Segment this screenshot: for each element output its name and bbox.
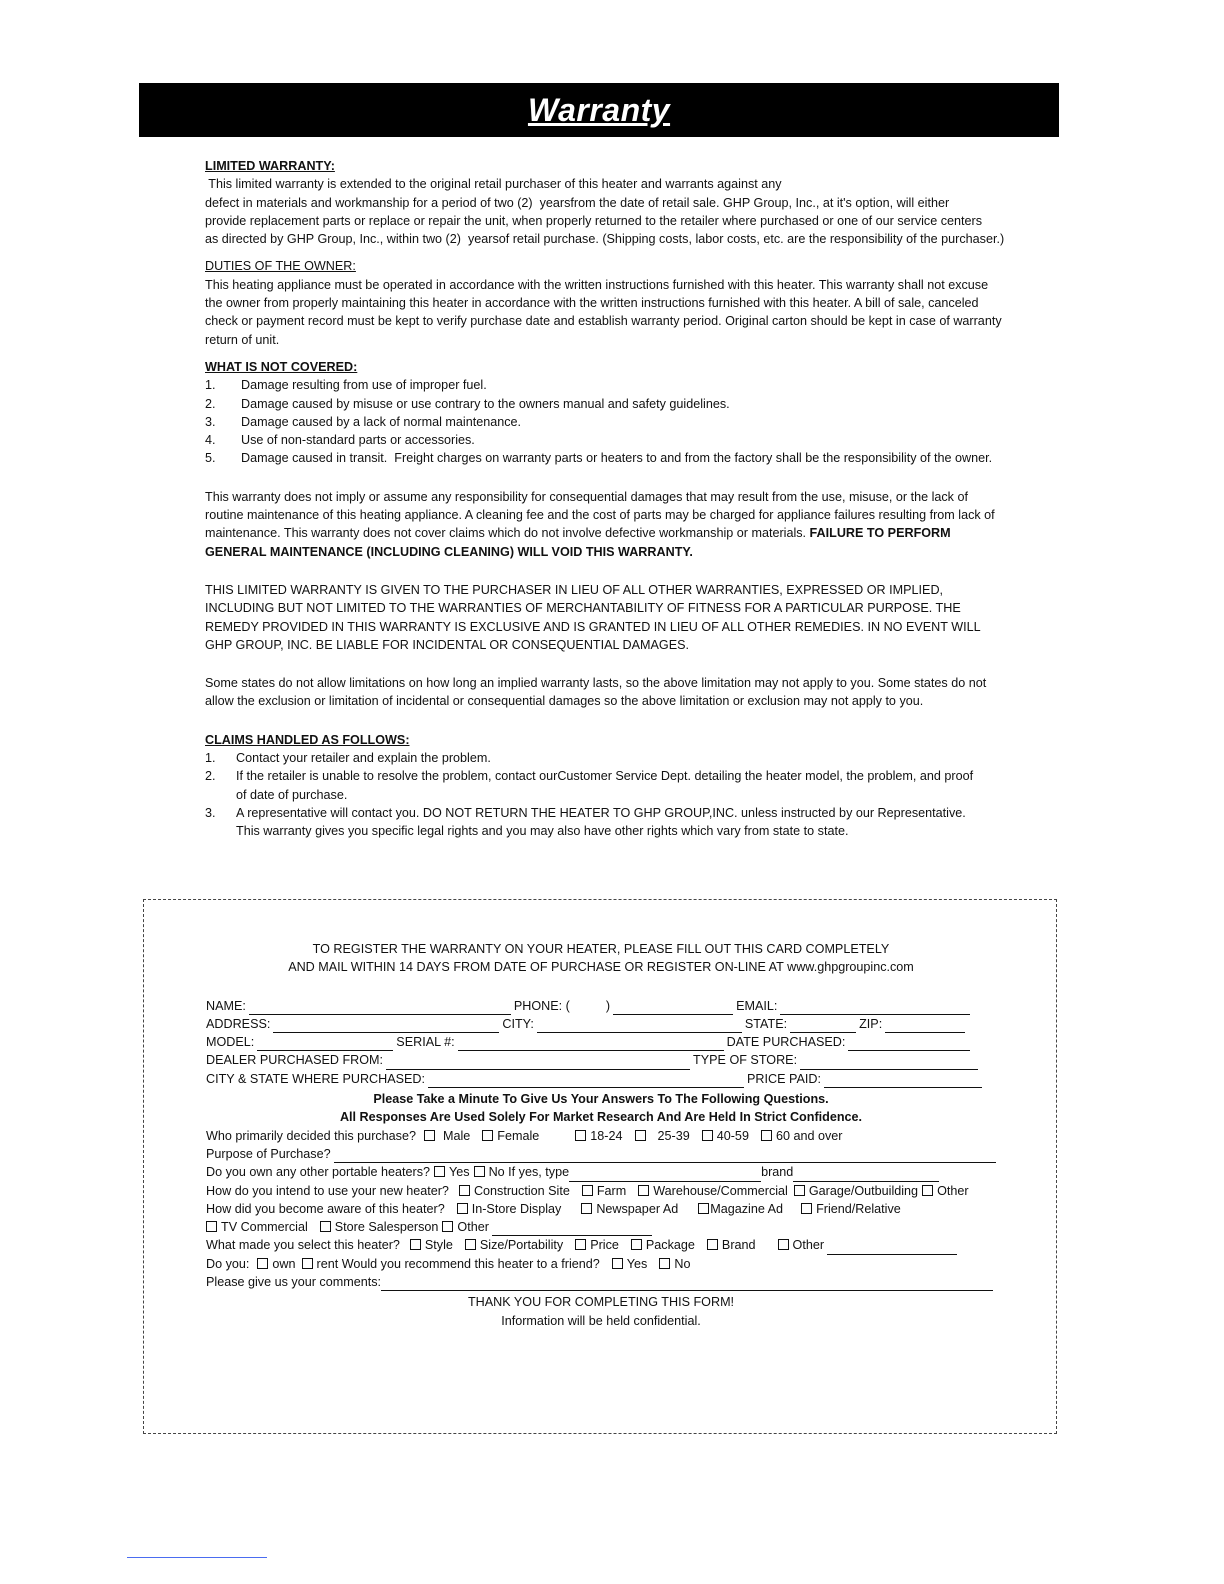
- option-magazine[interactable]: Magazine Ad: [698, 1200, 783, 1218]
- not-covered-list: [205, 376, 1005, 467]
- other-field[interactable]: [492, 1222, 652, 1236]
- brand-field[interactable]: [793, 1168, 939, 1182]
- limited-heading: LIMITED WARRANTY:: [205, 159, 335, 173]
- select-other-field[interactable]: [827, 1241, 957, 1255]
- checkbox[interactable]: [474, 1166, 485, 1177]
- survey-row: How do you intend to use your new heater? Construction Site Farm Warehouse/Commercial Garage/Outbuilding Other: [206, 1182, 996, 1200]
- option-no2[interactable]: No: [659, 1255, 690, 1273]
- list-item: 2. If the retailer is unable to resolve the problem, contact ourCustomer Service Dept. detailing the heater model, the problem, and proof of date of purchase.: [205, 769, 974, 802]
- state-field[interactable]: [790, 1019, 856, 1033]
- option-yes[interactable]: Yes: [434, 1163, 470, 1181]
- serial-field[interactable]: [458, 1037, 724, 1051]
- registration-card: [143, 899, 1057, 1434]
- limited-line: as directed by GHP Group, Inc., within two (2) yearsof retail purchase. (Shipping costs, labor costs, etc. are the responsibility of the purchaser.): [205, 232, 1005, 247]
- option-size[interactable]: Size/Portability: [465, 1236, 563, 1254]
- phone-field[interactable]: [613, 1001, 733, 1015]
- checkbox[interactable]: [442, 1221, 453, 1232]
- checkbox[interactable]: [638, 1185, 649, 1196]
- warranty-text: [205, 157, 1005, 841]
- checkbox[interactable]: [320, 1221, 331, 1232]
- option-style[interactable]: Style: [410, 1236, 453, 1254]
- not-covered-heading: WHAT IS NOT COVERED:: [205, 359, 358, 374]
- checkbox[interactable]: [612, 1258, 623, 1269]
- option-farm[interactable]: Farm: [582, 1182, 626, 1200]
- address-field[interactable]: [273, 1019, 499, 1033]
- consequential-line: maintenance. This warranty does not cover claims which do not involve defective workmanship or materials. FAILURE TO PERFORM: [205, 526, 951, 541]
- checkbox[interactable]: [459, 1185, 470, 1196]
- option-warehouse[interactable]: Warehouse/Commercial: [638, 1182, 788, 1200]
- checkbox[interactable]: [575, 1130, 586, 1141]
- duties-line: return of unit.: [205, 332, 280, 347]
- price-field[interactable]: [824, 1074, 982, 1088]
- survey-row: What made you select this heater? Style Size/Portability Price Package Brand Other: [206, 1236, 996, 1254]
- option-instore[interactable]: In-Store Display: [457, 1200, 562, 1218]
- survey-row: [206, 1218, 996, 1236]
- form-row: NAME: PHONE: ( ) EMAIL:: [206, 997, 996, 1015]
- checkbox[interactable]: [434, 1166, 445, 1177]
- checkbox[interactable]: [698, 1203, 709, 1214]
- consequential-line: routine maintenance of this heating appliance. A cleaning fee and the cost of parts may be charged for appliance failures resulting from lack of: [205, 508, 995, 523]
- footer-rule: [127, 1557, 267, 1558]
- duties-line: check or payment record must be kept to verify purchase date and establish warranty period. Original carton should be kept in case of warranty: [205, 314, 1002, 329]
- list-item: 4. Use of non-standard parts or accessories.: [205, 433, 475, 448]
- checkbox[interactable]: [702, 1130, 713, 1141]
- checkbox[interactable]: [575, 1239, 586, 1250]
- option-other3[interactable]: Other: [778, 1236, 825, 1254]
- survey-row: Please give us your comments:: [206, 1273, 996, 1291]
- page-title: Warranty: [527, 91, 671, 128]
- survey-row: Do you: own rent Would you recommend this heater to a friend? Yes No: [206, 1255, 996, 1273]
- survey-row: Who primarily decided this purchase? Male Female 18-24 25-39 40-59 60 and over: [206, 1127, 996, 1145]
- option-25-39[interactable]: 25-39: [635, 1127, 690, 1145]
- checkbox[interactable]: [410, 1239, 421, 1250]
- option-60-over[interactable]: 60 and over: [761, 1127, 843, 1145]
- form-row: ADDRESS: CITY: STATE: ZIP:: [206, 1015, 996, 1033]
- option-package[interactable]: Package: [631, 1236, 695, 1254]
- card-intro: AND MAIL WITHIN 14 DAYS FROM DATE OF PURCHASE OR REGISTER ON-LINE AT www.ghpgroupinc.com: [288, 960, 914, 975]
- survey-row: Purpose of Purchase?: [206, 1145, 996, 1163]
- list-item: 1. Contact your retailer and explain the problem.: [205, 751, 491, 766]
- email-field[interactable]: [780, 1001, 970, 1015]
- option-salesperson[interactable]: Store Salesperson: [320, 1218, 439, 1236]
- checkbox[interactable]: [582, 1185, 593, 1196]
- list-item: 1. Damage resulting from use of improper fuel.: [205, 378, 487, 393]
- option-garage[interactable]: Garage/Outbuilding: [794, 1182, 918, 1200]
- dealer-field[interactable]: [386, 1056, 690, 1070]
- card-intro: TO REGISTER THE WARRANTY ON YOUR HEATER, PLEASE FILL OUT THIS CARD COMPLETELY: [312, 942, 890, 956]
- option-friend[interactable]: Friend/Relative: [801, 1200, 901, 1218]
- city-state-field[interactable]: [428, 1074, 744, 1088]
- form-row: CITY & STATE WHERE PURCHASED: PRICE PAID:: [206, 1070, 996, 1088]
- checkbox[interactable]: [482, 1130, 493, 1141]
- caps-line: INCLUDING BUT NOT LIMITED TO THE WARRANTIES OF MERCHANTABILITY OF FITNESS FOR A PARTICULAR PURPOSE. THE: [205, 601, 961, 616]
- zip-field[interactable]: [885, 1019, 965, 1033]
- date-field[interactable]: [848, 1037, 970, 1051]
- option-newspaper[interactable]: Newspaper Ad: [581, 1200, 678, 1218]
- name-field[interactable]: [249, 1001, 511, 1015]
- limited-line: provide replacement parts or replace or repair the unit, when properly returned to the retailer where purchased or one of our service centers: [205, 213, 983, 228]
- option-tv[interactable]: TV Commercial: [206, 1218, 308, 1236]
- checkbox[interactable]: [257, 1258, 268, 1269]
- type-field[interactable]: [569, 1168, 761, 1182]
- city-field[interactable]: [537, 1019, 742, 1033]
- list-item: 3. Damage caused by a lack of normal maintenance.: [205, 414, 522, 429]
- caps-line: GHP GROUP, INC. BE LIABLE FOR INCIDENTAL OR CONSEQUENTIAL DAMAGES.: [205, 637, 690, 652]
- title-banner: [139, 83, 1059, 137]
- claims-heading: CLAIMS HANDLED AS FOLLOWS:: [205, 732, 410, 747]
- option-female[interactable]: Female: [482, 1127, 539, 1145]
- checkbox[interactable]: [631, 1239, 642, 1250]
- checkbox[interactable]: [457, 1203, 468, 1214]
- option-brand[interactable]: Brand: [707, 1236, 756, 1254]
- list-item: 3. A representative will contact you. DO NOT RETURN THE HEATER TO GHP GROUP,INC. unless instructed by our Representative. This warranty gives you specific legal rights and you may also have other rights which vary from state to state.: [205, 805, 966, 839]
- checkbox[interactable]: [424, 1130, 435, 1141]
- checkbox[interactable]: [302, 1258, 313, 1269]
- option-40-59[interactable]: 40-59: [702, 1127, 749, 1145]
- option-own[interactable]: own: [257, 1255, 295, 1273]
- claims-list: [205, 749, 1005, 840]
- list-item: 2. Damage caused by misuse or use contrary to the owners manual and safety guidelines.: [205, 396, 730, 411]
- option-construction[interactable]: Construction Site: [459, 1182, 570, 1200]
- caps-line: THIS LIMITED WARRANTY IS GIVEN TO THE PURCHASER IN LIEU OF ALL OTHER WARRANTIES, EXPRESSED OR IMPLIED,: [205, 582, 944, 597]
- form-row: MODEL: SERIAL #: DATE PURCHASED:: [206, 1033, 996, 1051]
- option-yes2[interactable]: Yes: [612, 1255, 648, 1273]
- option-price[interactable]: Price: [575, 1236, 619, 1254]
- survey-row: How did you become aware of this heater? In-Store Display Newspaper Ad Magazine Ad Friend/Relative: [206, 1200, 996, 1218]
- thanks-text: THANK YOU FOR COMPLETING THIS FORM!: [467, 1295, 735, 1310]
- checkbox[interactable]: [707, 1239, 718, 1250]
- checkbox[interactable]: [922, 1185, 933, 1196]
- option-other[interactable]: Other: [922, 1182, 969, 1200]
- confidential-text: Information will be held confidential.: [501, 1313, 701, 1328]
- option-male[interactable]: Male: [424, 1127, 470, 1145]
- checkbox[interactable]: [801, 1203, 812, 1214]
- option-18-24[interactable]: 18-24: [575, 1127, 622, 1145]
- checkbox[interactable]: [659, 1258, 670, 1269]
- purpose-field[interactable]: [334, 1149, 996, 1163]
- states-line: allow the exclusion or limitation of incidental or consequential damages so the above limitation or exclusion may not apply to you.: [205, 694, 924, 709]
- survey-row: Do you own any other portable heaters? Yes No If yes, type brand: [206, 1163, 996, 1181]
- limited-line: This limited warranty is extended to the original retail purchaser of this heater and warrants against any: [205, 177, 782, 192]
- option-rent[interactable]: rent Would you recommend this heater to a friend?: [302, 1255, 600, 1273]
- model-field[interactable]: [257, 1037, 393, 1051]
- duties-heading: DUTIES OF THE OWNER:: [205, 259, 356, 274]
- consequential-bold: GENERAL MAINTENANCE (INCLUDING CLEANING) WILL VOID THIS WARRANTY.: [205, 544, 693, 559]
- checkbox[interactable]: [778, 1239, 789, 1250]
- comments-field[interactable]: [381, 1277, 993, 1291]
- checkbox[interactable]: [206, 1221, 217, 1232]
- store-type-field[interactable]: [800, 1056, 978, 1070]
- checkbox[interactable]: [581, 1203, 592, 1214]
- option-other2[interactable]: Other: [442, 1218, 489, 1236]
- caps-line: REMEDY PROVIDED IN THIS WARRANTY IS EXCLUSIVE AND IS GRANTED IN LIEU OF ALL OTHER REMEDIES. IN NO EVENT WILL: [205, 619, 981, 634]
- checkbox[interactable]: [761, 1130, 772, 1141]
- states-line: Some states do not allow limitations on how long an implied warranty lasts, so the above limitation may not apply to you. Some states do not: [205, 676, 987, 691]
- duties-line: the owner from properly maintaining this heater in accordance with the written instructions furnished with this heater. A bill of sale, canceled: [205, 296, 979, 311]
- form-row: DEALER PURCHASED FROM: TYPE OF STORE:: [206, 1051, 996, 1069]
- duties-line: This heating appliance must be operated in accordance with the written instructions furnished with this heater. This warranty shall not excuse: [205, 277, 989, 292]
- list-item: 5. Damage caused in transit. Freight charges on warranty parts or heaters to and from the factory shall be the responsibility of the owner.: [205, 451, 993, 466]
- checkbox[interactable]: [635, 1130, 646, 1141]
- checkbox[interactable]: [465, 1239, 476, 1250]
- survey-heading: All Responses Are Used Solely For Market Research And Are Held In Strict Confidence.: [339, 1110, 863, 1125]
- limited-line: defect in materials and workmanship for a period of two (2) yearsfrom the date of retail sale. GHP Group, Inc., at it's option, will either: [205, 195, 950, 210]
- consequential-line: This warranty does not imply or assume any responsibility for consequential damages that may result from the use, misuse, or the lack of: [205, 489, 968, 504]
- survey-heading: Please Take a Minute To Give Us Your Answers To The Following Questions.: [373, 1092, 829, 1107]
- checkbox[interactable]: [794, 1185, 805, 1196]
- option-no[interactable]: No If yes, type: [474, 1163, 570, 1181]
